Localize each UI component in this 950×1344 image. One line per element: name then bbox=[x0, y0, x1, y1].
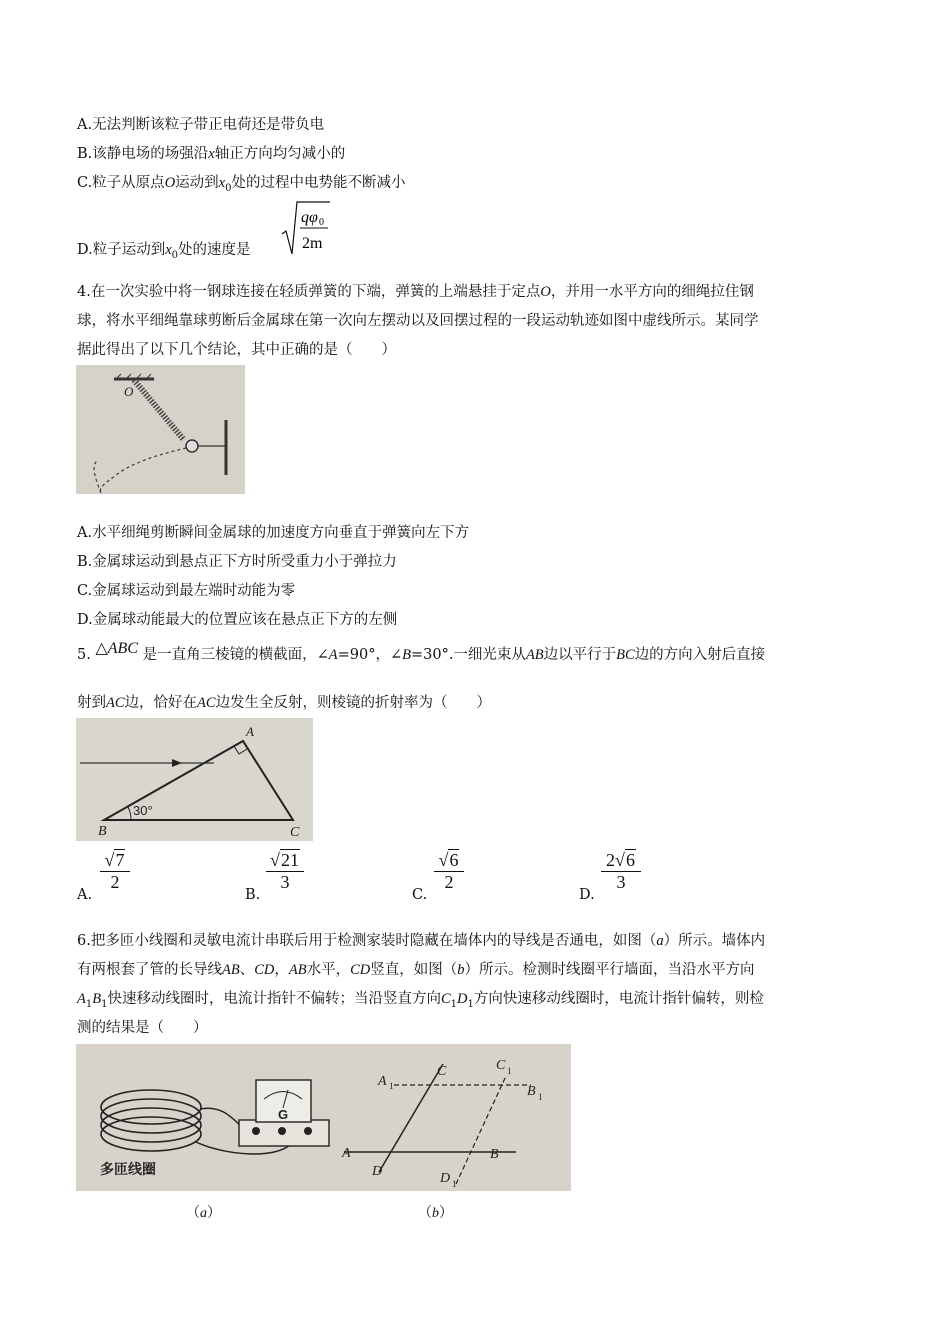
q6-stem-line1: 6.把多匝小线圈和灵敏电流计串联后用于检测家装时隐藏在墙体内的导线是否通电，如图（a）所示。墙体内 bbox=[77, 933, 766, 949]
caption-a: （a） bbox=[186, 1205, 221, 1221]
q6-stem-line4: 测的结果是（ ） bbox=[77, 1020, 208, 1036]
q5-stem-line1: 5. △ABC 是一直角三棱镜的横截面，∠A=90°，∠B=30°.一细光束从AB边以平行于BC边的方向入射后直接 bbox=[77, 638, 766, 663]
angle-label: 30° bbox=[133, 803, 153, 818]
q4-option-b: B.金属球运动到悬点正下方时所受重力小于弹拉力 bbox=[77, 554, 397, 570]
vertex-c-label: C bbox=[290, 825, 300, 840]
q5-option-c-label: C. bbox=[412, 887, 428, 903]
q6-stem-line2: 有两根套了管的长导线AB、CD，AB水平，CD竖直，如图（b）所示。检测时线圈平行墙面，当沿水平方向 bbox=[77, 962, 755, 978]
formula-numerator: qφ bbox=[301, 209, 318, 226]
q5-option-b-label: B. bbox=[245, 887, 261, 903]
vertex-b-label: B bbox=[98, 824, 107, 839]
label-a1: A bbox=[378, 1074, 387, 1089]
label-d1: D bbox=[440, 1171, 451, 1186]
q4-figure bbox=[76, 365, 245, 494]
q5-figure bbox=[76, 718, 313, 841]
q3-option-d: D.粒子运动到$x_0$处的速度是 bbox=[77, 242, 251, 261]
formula-numerator-sub: 0 bbox=[319, 217, 324, 228]
q5-option-a-label: A. bbox=[77, 887, 93, 903]
label-b1-sub: 1 bbox=[538, 1092, 543, 1102]
label-a: A bbox=[342, 1146, 351, 1161]
formula-denominator: 2m bbox=[302, 235, 323, 252]
q4-stem-line1: 4.在一次实验中将一钢球连接在轻质弹簧的下端，弹簧的上端悬挂于定点O，并用一水平方向的细绳拉住钢 bbox=[77, 284, 754, 300]
label-a1-sub: 1 bbox=[389, 1081, 394, 1091]
label-c: C bbox=[437, 1064, 447, 1079]
q6-figure bbox=[76, 1044, 571, 1191]
q4-stem-line3: 据此得出了以下几个结论，其中正确的是（ ） bbox=[77, 342, 396, 358]
q4-option-a: A.水平细绳剪断瞬间金属球的加速度方向垂直于弹簧向左下方 bbox=[77, 525, 470, 541]
q4-stem-line2: 球，将水平细绳靠球剪断后金属球在第一次向左摆动以及回摆过程的一段运动轨迹如图中虚线所示。某同学 bbox=[77, 313, 759, 329]
q5-stem-line2: 射到AC边，恰好在AC边发生全反射，则棱镜的折射率为（ ） bbox=[77, 695, 492, 711]
q3-option-c: C.粒子从原点O运动到$x_0$处的过程中电势能不断减小 bbox=[77, 175, 406, 194]
coef: 2 bbox=[606, 850, 616, 870]
vertex-a-label: A bbox=[246, 724, 254, 739]
label-d: D bbox=[372, 1164, 383, 1179]
q3-sqrt-formula bbox=[280, 198, 332, 258]
caption-b: （b） bbox=[418, 1205, 453, 1221]
q5-option-d-value: $\frac{2√6}{3}$ bbox=[601, 850, 641, 893]
q5-option-b-value: $\frac{√21}{3}$ bbox=[266, 850, 304, 893]
q4-option-d: D.金属球动能最大的位置应该在悬点正下方的左侧 bbox=[77, 612, 398, 628]
q4-option-c: C.金属球运动到最左端时动能为零 bbox=[77, 583, 296, 599]
label-c1-sub: 1 bbox=[507, 1066, 512, 1076]
q5-option-a-value: $\frac{√7}{2}$ bbox=[100, 850, 130, 893]
q3-option-b: B.该静电场的场强沿x轴正方向均匀减小的 bbox=[77, 146, 346, 162]
galvanometer-label: G bbox=[278, 1107, 289, 1122]
coil-label: 多匝线圈 bbox=[100, 1162, 156, 1178]
q5-option-c-value: $\frac{√6}{2}$ bbox=[434, 850, 464, 893]
label-c1: C bbox=[496, 1058, 506, 1073]
label-b: B bbox=[490, 1147, 499, 1162]
q5-option-d-label: D. bbox=[579, 887, 595, 903]
q3-option-a: A.无法判断该粒子带正电荷还是带负电 bbox=[77, 117, 325, 133]
label-b1: B bbox=[527, 1084, 536, 1099]
q6-stem-line3: $A_1B_1$快速移动线圈时，电流计指针不偏转；当沿竖直方向$C_1D_1$方向快速移动线圈时，电流计指针偏转，则检 bbox=[77, 991, 764, 1010]
label-d1-sub: 1 bbox=[452, 1179, 457, 1189]
pivot-label: O bbox=[124, 384, 134, 399]
